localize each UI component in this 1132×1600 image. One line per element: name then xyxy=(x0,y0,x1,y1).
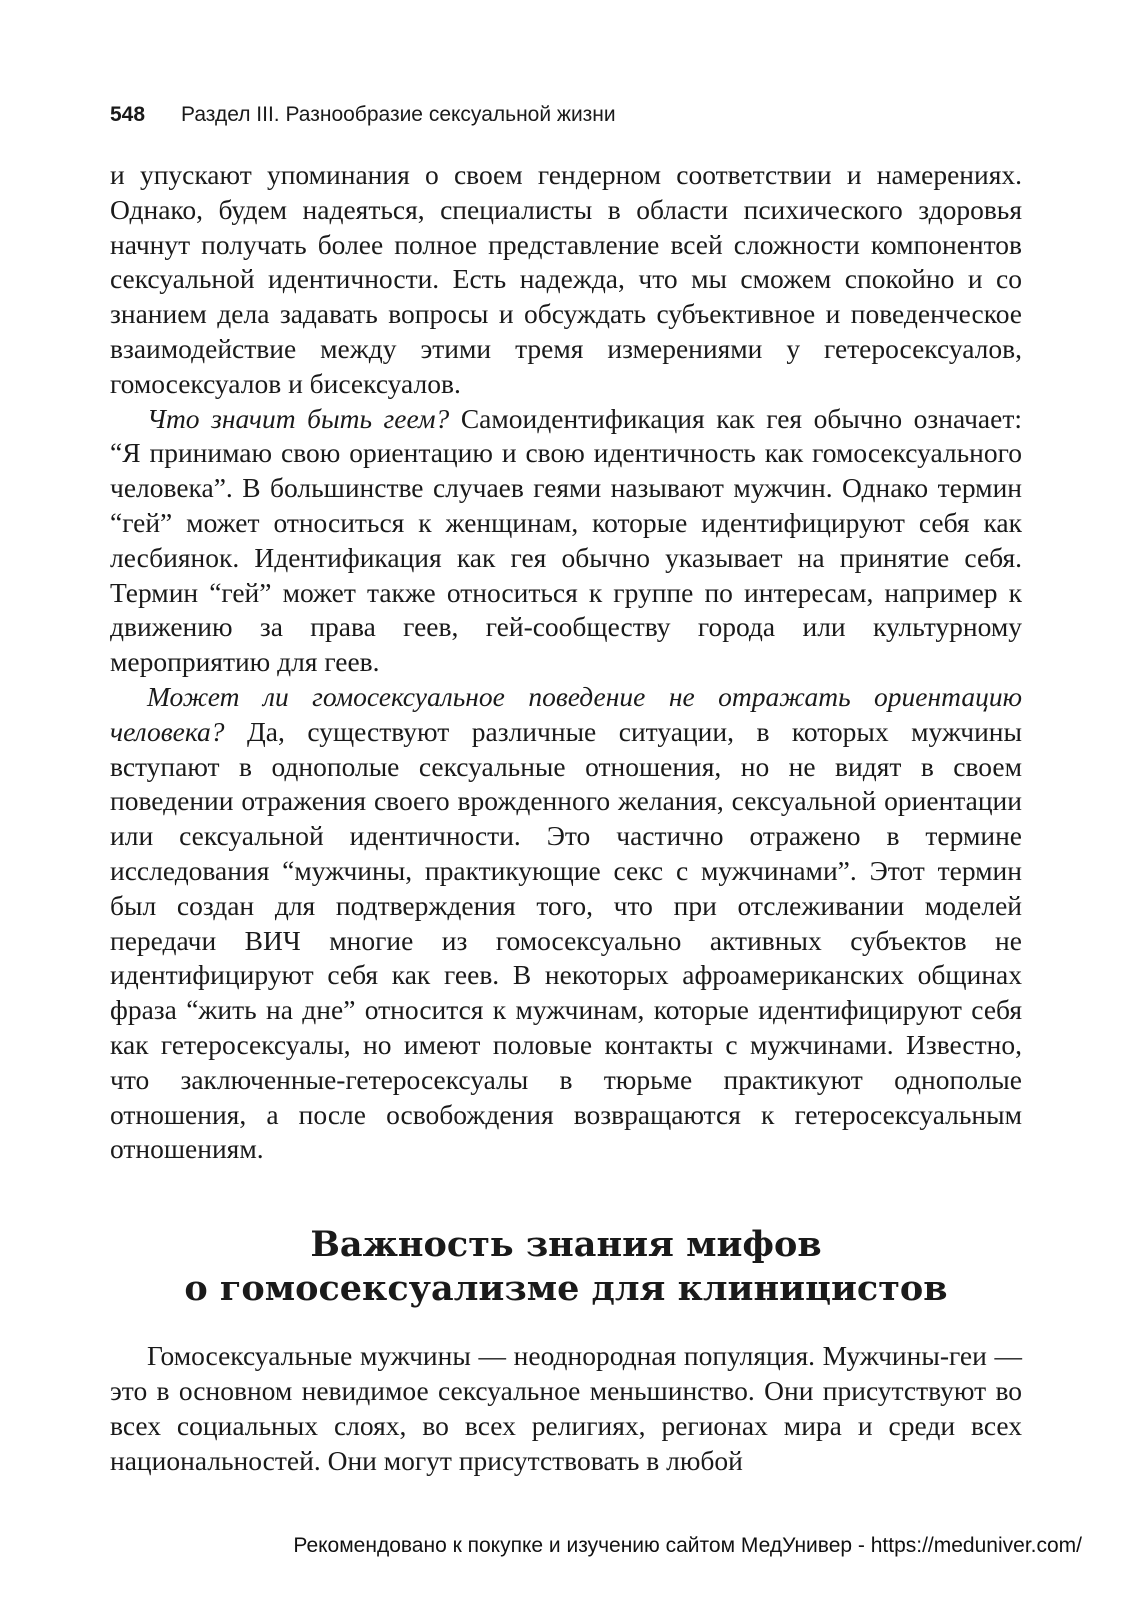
paragraph-2-question: Что значит быть геем? xyxy=(147,402,450,434)
section-heading xyxy=(110,1223,1022,1311)
body-text xyxy=(110,158,1022,1167)
paragraph-3-text: Да, существуют различные ситуации, в которых мужчины вступают в однополые сексуальные отношения, но не видят в своем поведении отражения своего врожденного желания, сексуальной ориентации или сексуальной идентичности. Это частично отражено в термине исследования “мужчины, практикующие секс с мужчинами”. Этот термин был создан для подтверждения того, что при отслеживании моделей передачи ВИЧ многие из гомосексуально активных субъектов не идентифицируют себя как геев. В некоторых афроамериканских общинах фраза “жить на дне” относится к мужчинам, которые идентифицируют себя как гетеросексуалы, но имеют половые контакты с мужчинами. Известно, что заключенные-гетеросексуалы в тюрьме практикуют однополые отношения, а после освобождения возвращаются к гетеросексуальным отношениям. xyxy=(110,715,1022,1165)
paragraph-2 xyxy=(110,402,1022,680)
footer-watermark: Рекомендовано к покупке и изучению сайтом МедУнивер - https://meduniver.com/ xyxy=(293,1534,1082,1557)
body-text-section xyxy=(110,1339,1022,1478)
paragraph-1: и упускают упоминания о своем гендерном соответствии и намерениях. Однако, будем надеяться, специалисты в области психического здоровья начнут получать более полное представление всей сложности компонентов сексуальной идентичности. Есть надежда, что мы сможем спокойно и со знанием дела задавать вопросы и обсуждать субъективное и поведенческое взаимодействие между этими тремя измерениями у гетеросексуалов, гомосексуалов и бисексуалов. xyxy=(110,159,1022,399)
page-number: 548 xyxy=(110,103,146,126)
paragraph-3 xyxy=(110,680,1022,1167)
paragraph-4: Гомосексуальные мужчины — неоднородная популяция. Мужчины-геи — это в основном невидимое сексуальное меньшинство. Они присутствуют во всех социальных слоях, во всех религиях, регионах мира и среди всех национальностей. Они могут присутствовать в любой xyxy=(110,1340,1022,1476)
section-title: Раздел III. Разнообразие сексуальной жизни xyxy=(181,103,616,126)
section-heading-line-2: о гомосексуализме для клиницистов xyxy=(184,1268,948,1310)
running-head xyxy=(110,100,1022,130)
section-heading-line-1: Важность знания мифов xyxy=(310,1224,822,1266)
paragraph-2-text: Самоидентификация как гея обычно означает: “Я принимаю свою ориентацию и свою идентичность как гомосексуального человека”. В большинстве случаев геями называют мужчин. Однако термин “гей” может относиться к женщинам, которые идентифицируют себя как лесбиянок. Идентификация как гея обычно указывает на принятие себя. Термин “гей” может также относиться к группе по интересам, например к движению за права геев, гей-сообществу города или культурному мероприятию для геев. xyxy=(110,402,1022,678)
paragraph-3-question: Может ли гомосексуальное поведение не отражать ориентацию человека? xyxy=(110,680,1022,747)
book-page xyxy=(110,100,1022,1478)
